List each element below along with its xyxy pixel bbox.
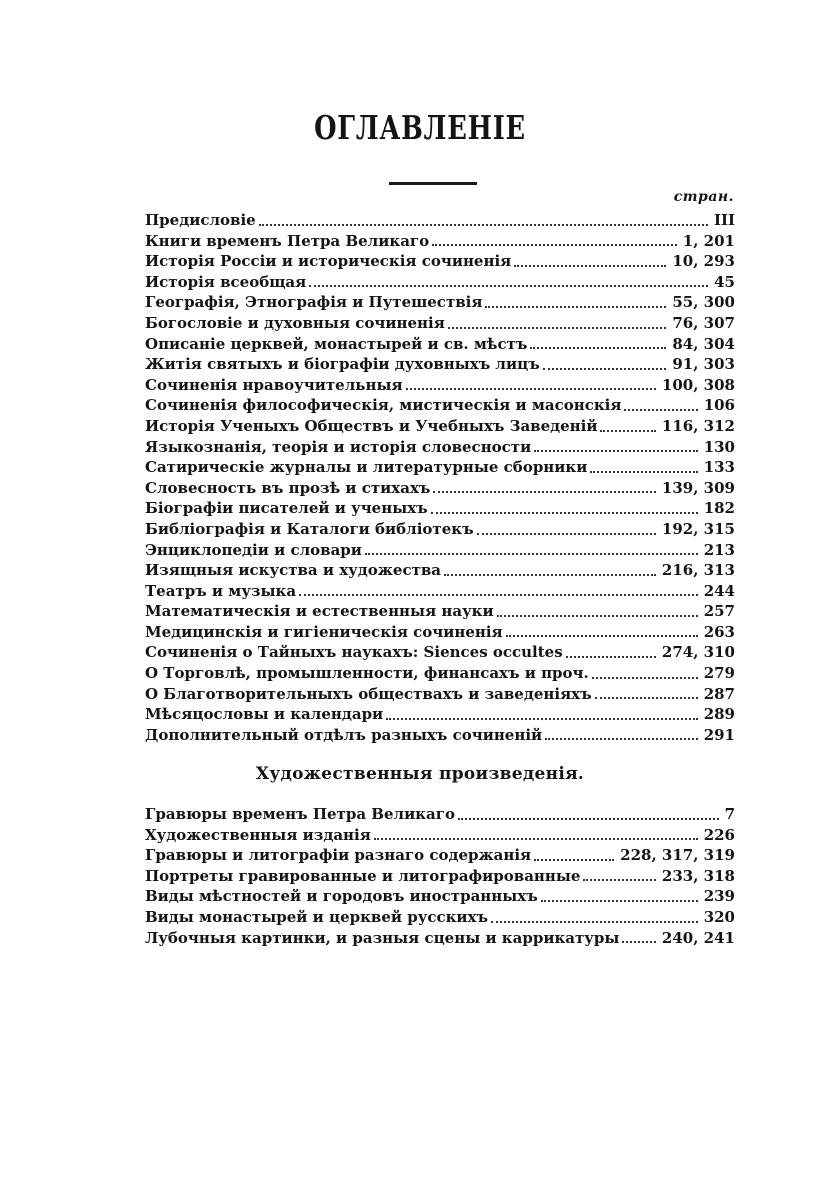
- toc-entry-label: Гравюры временъ Петра Великаго: [145, 805, 455, 823]
- toc-entry-label: О Благотворительныхъ обществахъ и заведеніяхъ: [145, 684, 592, 703]
- toc-entry: [145, 825, 735, 846]
- dot-leader: [545, 738, 698, 740]
- toc-entry-label: Сочиненія философическія, мистическія и масонскія: [145, 396, 622, 415]
- dot-leader: [541, 900, 698, 902]
- toc-entry-label: Сочиненія о Тайныхъ наукахъ: Siences occultes: [145, 643, 563, 662]
- toc-entry-label: Библіографія и Каталоги библіотекъ: [145, 519, 474, 538]
- toc-entry-label: Біографіи писателей и ученыхъ: [145, 499, 428, 518]
- toc-entry-label: Языкознанія, теорія и исторія словесности: [145, 437, 532, 456]
- toc-entry: [145, 498, 735, 519]
- toc-entry-label: Лубочныя картинки, и разныя сцены и каррикатуры: [145, 928, 620, 947]
- toc-entry-pages: 244: [703, 581, 735, 600]
- dot-leader: [592, 677, 698, 679]
- toc-entry-pages: 233, 318: [661, 866, 735, 885]
- toc-entry-label: Богословіе и духовныя сочиненія: [145, 313, 445, 332]
- toc-entry: [145, 272, 735, 293]
- toc-entry-pages: 226: [703, 825, 735, 844]
- dot-leader: [566, 656, 656, 658]
- toc-entry: [145, 581, 735, 602]
- toc-entry-pages: 240, 241: [661, 928, 735, 947]
- toc-entry-label: Исторія всеобщая: [145, 272, 307, 291]
- toc-entry: [145, 210, 735, 231]
- dot-leader: [458, 818, 719, 820]
- toc-entry: [145, 622, 735, 643]
- dot-leader: [431, 512, 698, 514]
- toc-entry: [145, 313, 735, 334]
- toc-entry-label: Портреты гравированные и литографированные: [145, 866, 581, 885]
- page-title: ОГЛАВЛЕНІЕ: [314, 108, 526, 147]
- toc-entry-pages: 289: [703, 705, 735, 724]
- dot-leader: [406, 388, 656, 390]
- toc-entry-label: Медицинскія и гигіеническія сочиненія: [145, 622, 503, 641]
- dot-leader: [365, 553, 698, 555]
- toc-entry: [145, 251, 735, 272]
- toc-entry-pages: 91, 303: [672, 355, 735, 374]
- toc-entry-pages: 84, 304: [672, 334, 735, 353]
- toc-entry-pages: 1, 201: [682, 231, 735, 250]
- toc-entry-pages: 106: [703, 396, 735, 415]
- toc-entry-label: Виды мѣстностей и городовъ иностранныхъ: [145, 887, 538, 906]
- toc-entry: [145, 416, 735, 437]
- dot-leader: [583, 879, 655, 881]
- toc-entry-pages: III: [713, 211, 735, 229]
- toc-entry: [145, 866, 735, 887]
- dot-leader: [590, 471, 697, 473]
- toc-entry-pages: 216, 313: [661, 561, 735, 580]
- toc-entry-pages: 279: [703, 664, 735, 683]
- dot-leader: [624, 409, 697, 411]
- toc-entry: [145, 928, 735, 949]
- toc-entry-pages: 228, 317, 319: [620, 846, 735, 865]
- toc-entry-pages: 130: [703, 437, 735, 456]
- toc-entry: [145, 478, 735, 499]
- dot-leader: [506, 635, 698, 637]
- dot-leader: [299, 594, 698, 596]
- toc-entry: [145, 231, 735, 252]
- dot-leader: [530, 347, 666, 349]
- toc-entry-pages: 7: [724, 805, 735, 823]
- toc-entry-label: Предисловіе: [145, 211, 256, 229]
- toc-entry-pages: 192, 315: [661, 519, 735, 538]
- dot-leader: [433, 491, 656, 493]
- dot-leader: [485, 306, 666, 308]
- toc-entry-label: Энциклопедіи и словари: [145, 540, 362, 559]
- dot-leader: [448, 327, 667, 329]
- pages-column-label: стран.: [673, 189, 734, 205]
- toc-entry-label: Математическія и естественныя науки: [145, 602, 494, 621]
- toc-entry-pages: 257: [703, 602, 735, 621]
- toc-entry: [145, 437, 735, 458]
- toc-entry: [145, 354, 735, 375]
- toc-entry-pages: 100, 308: [661, 375, 735, 394]
- dot-leader: [534, 450, 697, 452]
- toc-entry-label: Сочиненія нравоучительныя: [145, 375, 403, 394]
- toc-entry-label: Словесность въ прозѣ и стихахъ: [145, 478, 431, 497]
- toc-entry-label: Гравюры и литографіи разнаго содержанія: [145, 846, 532, 865]
- toc-entry-label: Дополнительный отдѣлъ разныхъ сочиненій: [145, 725, 543, 744]
- title-rule: [389, 182, 477, 185]
- dot-leader: [386, 718, 698, 720]
- toc-entry-pages: 263: [703, 622, 735, 641]
- toc-entry: [145, 292, 735, 313]
- dot-leader: [534, 859, 614, 861]
- toc-entry-label: Театръ и музыка: [145, 581, 297, 600]
- dot-leader: [543, 368, 667, 370]
- dot-leader: [444, 574, 656, 576]
- toc-entry: [145, 334, 735, 355]
- toc-entry: [145, 375, 735, 396]
- dot-leader: [491, 921, 698, 923]
- toc-entry: [145, 804, 735, 825]
- toc-entry-pages: 45: [714, 272, 735, 291]
- toc-entry: [145, 540, 735, 561]
- toc-entry: [145, 886, 735, 907]
- toc-entry-label: Художественныя изданія: [145, 825, 371, 844]
- toc-entry-label: Описаніе церквей, монастырей и св. мѣстъ: [145, 334, 528, 353]
- toc-entry-pages: 182: [703, 499, 735, 518]
- toc-entry-label: Книги временъ Петра Великаго: [145, 231, 430, 250]
- toc-entry: [145, 642, 735, 663]
- toc-entry-label: Мѣсяцословы и календари: [145, 705, 384, 724]
- toc-entry-pages: 287: [703, 684, 735, 703]
- dot-leader: [600, 430, 655, 432]
- dot-leader: [595, 697, 698, 699]
- art-section-heading: Художественныя произведенія.: [255, 764, 585, 784]
- toc-entry: [145, 560, 735, 581]
- toc-entry-label: Сатирическіе журналы и литературные сборники: [145, 458, 588, 477]
- toc-entry-pages: 55, 300: [672, 293, 735, 312]
- toc-entry: [145, 601, 735, 622]
- toc-entry-label: Изящныя искуства и художества: [145, 561, 442, 580]
- toc-entry-pages: 139, 309: [661, 478, 735, 497]
- toc-entry: [145, 457, 735, 478]
- toc-entry-pages: 76, 307: [672, 313, 735, 332]
- toc-entry: [145, 725, 735, 746]
- toc-entry-label: Исторія Россіи и историческія сочиненія: [145, 252, 512, 271]
- toc-entry-pages: 291: [703, 725, 735, 744]
- dot-leader: [259, 224, 708, 226]
- art-contents-list: [145, 804, 735, 948]
- dot-leader: [374, 838, 698, 840]
- toc-entry-pages: 274, 310: [661, 643, 735, 662]
- toc-entry: [145, 907, 735, 928]
- main-contents-list: [145, 210, 735, 745]
- toc-entry-pages: 133: [703, 458, 735, 477]
- dot-leader: [514, 265, 666, 267]
- toc-entry-pages: 10, 293: [672, 252, 735, 271]
- toc-entry-pages: 116, 312: [661, 416, 735, 435]
- toc-entry-label: Виды монастырей и церквей русскихъ: [145, 907, 489, 926]
- toc-entry-pages: 213: [703, 540, 735, 559]
- toc-entry-pages: 320: [703, 907, 735, 926]
- toc-entry: [145, 395, 735, 416]
- toc-entry: [145, 663, 735, 684]
- toc-entry-label: О Торговлѣ, промышленности, финансахъ и проч.: [145, 664, 589, 683]
- dot-leader: [497, 615, 698, 617]
- toc-entry: [145, 684, 735, 705]
- toc-entry: [145, 845, 735, 866]
- toc-entry-label: Географія, Этнографія и Путешествія: [145, 293, 483, 312]
- toc-entry-pages: 239: [703, 887, 735, 906]
- dot-leader: [622, 941, 655, 943]
- dot-leader: [309, 285, 708, 287]
- toc-entry-label: Житія святыхъ и біографіи духовныхъ лицъ: [145, 355, 540, 374]
- toc-entry: [145, 519, 735, 540]
- dot-leader: [432, 244, 677, 246]
- dot-leader: [477, 533, 656, 535]
- toc-entry-label: Исторія Ученыхъ Обществъ и Учебныхъ Заведеній: [145, 416, 598, 435]
- toc-entry: [145, 704, 735, 725]
